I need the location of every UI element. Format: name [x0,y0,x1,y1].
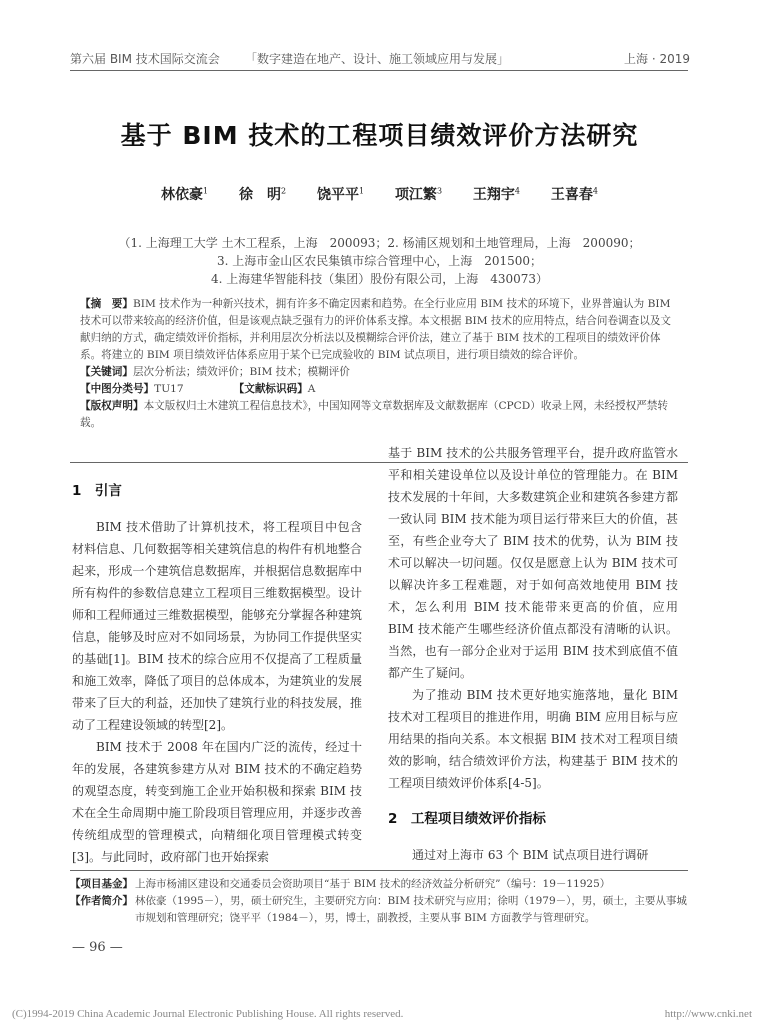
paragraph: BIM 技术于 2008 年在国内广泛的流传，经过十年的发展，各建筑参建方从对 BIM 技术的不确定趋势的观望态度，转变到施工企业开始积极和探索 BIM 技术在全生命周期中施工阶段项目管理应用，并逐步改善传统组成型的管理模式，向精细化项目管理模式转变[3]。与此同时，政府部门也开始探索 [72,740,362,864]
paragraph: 通过对上海市 63 个 BIM 试点项目进行调研 [412,848,649,862]
header-rule [70,70,688,71]
header-conference: 第六届 BIM 技术国际交流会 [70,52,220,66]
footnote: 【作者简介】 林依豪（1995－），男，硕士研究生，主要研究方向：BIM 技术研究与应用；徐明（1979－），男，硕士，主要从事城市规划和管理研究；饶平平（1984－），男，博士，副教授，主要从事 BIM 方面教学与管理研究。 [70,895,687,924]
cnki-watermark [12,1008,752,1020]
author: 王喜春$^4$ [550,186,598,203]
footnote: 【项目基金】 上海市杨浦区建设和交通委员会资助项目“基于 BIM 技术的经济效益分析研究”（编号：19－11925） [70,878,611,890]
paragraph: 为了推动 BIM 技术更好地实施落地，量化 BIM 技术对工程项目的推进作用，明确 BIM 应用目标与应用结果的指向关系。本文根据 BIM 技术对工程项目绩效的影响，结合绩效评价方法，构建基于 BIM 技术的工程项目绩效评价体系[4-5]。 [388,688,678,790]
abstract-block [80,296,680,432]
keywords: 【关键词】层次分析法；绩效评价；BIM 技术；模糊评价 [80,366,350,378]
header-place-year: 上海 · 2019 [624,52,690,66]
footnotes [70,876,690,927]
left-column [72,480,362,868]
page-number: — 96 — [72,940,123,955]
affiliation-line: 3. 上海市金山区农民集镇市综合管理中心，上海 201500； [216,254,543,268]
section-heading: 1 引言 [72,483,122,499]
author: 徐 明$^2$ [239,186,287,203]
paragraph: 基于 BIM 技术的公共服务管理平台，提升政府监管水平和相关建设单位以及设计单位的管理能力。在 BIM 技术发展的十年间，大多数建筑企业和建筑各参建方都一致认同 BIM 技术能为项目运行带来巨大的价值，甚至，有些企业夸大了 BIM 技术的优势，认为 BIM 技术可以解决一切问题。仅仅是愿意上认为 BIM 技术可以解决许多工程难题，对于如何高效地使用 BIM 技术，怎么利用 BIM 技术能带来更高的价值，应用 BIM 技术能产生哪些经济价值点都没有清晰的认识。当然，也有一部分企业对于运用 BIM 技术到底值不值都产生了疑问。 [388,446,678,680]
copyright-notice: 【版权声明】本文版权归土木建筑工程信息技术》，中国知网等文章数据库及文献数据库（CPCD）收录上网，未经授权严禁转载。 [80,400,668,429]
header-theme: 「数字建造在地产、设计、施工领域应用与发展」 [245,52,510,66]
author: 饶平平$^1$ [316,186,365,203]
running-header [70,50,690,67]
paper-title: 基于 BIM 技术的工程项目绩效评价方法研究 [120,121,639,150]
section-heading: 2 工程项目绩效评价指标 [388,811,546,827]
affiliation-line: （1. 上海理工大学 土木工程系，上海 200093；2. 杨浦区规划和土地管理局，上海 200090； [118,236,641,250]
author-list [0,184,759,204]
footnote-rule [70,870,688,871]
paragraph: BIM 技术借助了计算机技术，将工程项目中包含材料信息、几何数据等相关建筑信息的构件有机地整合起来，形成一个建筑信息数据库，并根据信息数据库中所有构件的参数信息建立工程项目三维数据模型。设计师和工程师通过三维数据模型，能够充分掌握各种建筑信息，能够及时应对不如同场景，为协同工作提供坚实的基础[1]。BIM 技术的综合应用不仅提高了工程质量和施工效率，降低了项目的总体成本，为建筑业的发展带来了巨大的利益，还加快了建筑行业的科技发展，推动了工程建设领域的转型[2]。 [72,520,362,732]
author: 王翔宇$^4$ [472,186,520,203]
right-column [388,442,678,866]
author: 项江繁$^3$ [394,186,443,203]
cnki-copyright: (C)1994-2019 China Academic Journal Electronic Publishing House. All rights reserved. [12,1008,404,1020]
abstract: 【摘 要】BIM 技术作为一种新兴技术，拥有许多不确定因素和趋势。在全行业应用 BIM 技术的环境下，业界普遍认为 BIM 技术可以带来较高的经济价值，但是该观点缺乏强有力的评价体系支撑。本文根据 BIM 技术的应用特点，结合问卷调查以及文献归纳的方式，确定绩效评价指标，并利用层次分析法以及模糊综合评价法，建立了基于 BIM 技术的工程项目的绩效评价体系。将建立的 BIM 项目绩效评估体系应用于某个已完成验收的 BIM 试点项目，进行项目绩效的综合评价。 [80,298,672,361]
classification: 【中图分类号】TU17 【文献标识码】A [80,383,316,395]
affiliation-line: 4. 上海建华智能科技（集团）股份有限公司，上海 430073） [210,272,549,286]
cnki-url[interactable]: http://www.cnki.net [664,1008,752,1020]
author: 林依豪$^1$ [161,186,209,203]
